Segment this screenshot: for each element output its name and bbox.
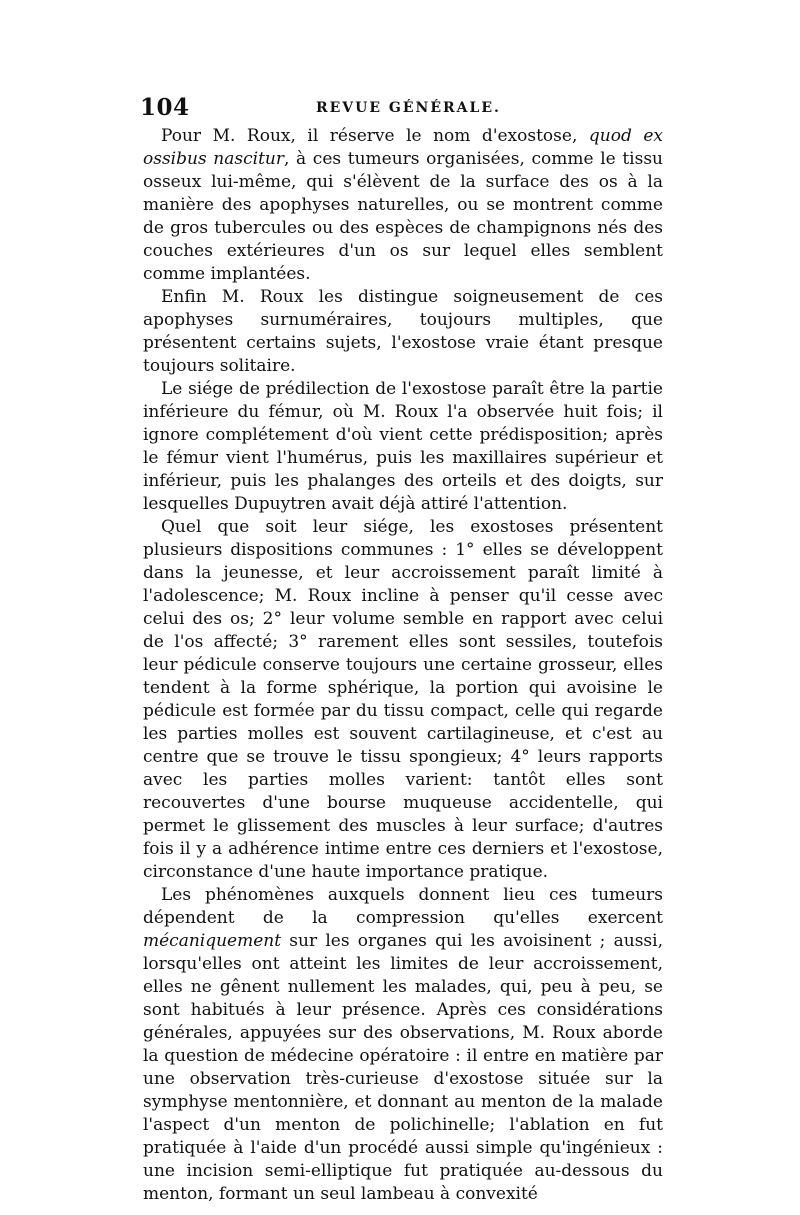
paragraph-5 [143, 884, 663, 1206]
paragraph-2: Enfin M. Roux les distingue soigneusement de ces apophyses surnuméraires, toujours multiples, que présentent certains sujets, l'exostose vraie étant presque toujours solitaire. [143, 287, 663, 376]
paragraph-5-text-a: Les phénomènes auxquels donnent lieu ces tumeurs dépendent de la compression qu'elles exercent [143, 885, 663, 928]
running-title: REVUE GÉNÉRALE. [316, 100, 501, 116]
paragraph-1-latin-phrase: quod ex ossibus nascitur [143, 126, 663, 169]
page-number: 104 [140, 94, 190, 121]
paragraph-1-text-b: , à ces tumeurs organisées, comme le tissu osseux lui-même, qui s'élèvent de la surface des os à la manière des apophyses naturelles, ou se montrent comme de gros tubercules ou des espèces de champignons nés des couches extérieures d'un os sur lequel elles semblent comme implantées. [143, 149, 663, 284]
paragraph-3: Le siége de prédilection de l'exostose paraît être la partie inférieure du fémur, où M. Roux l'a observée huit fois; il ignore complétement d'où vient cette prédisposition; après le fémur vient l'humérus, puis les maxillaires supérieur et inférieur, puis les phalanges des orteils et des doigts, sur lesquelles Dupuytren avait déjà attiré l'attention. [143, 379, 663, 514]
page-header [140, 94, 662, 126]
paragraph-1-text-a: Pour M. Roux, il réserve le nom d'exostose, [161, 126, 589, 146]
paragraph-1 [143, 125, 663, 286]
paragraph-4: Quel que soit leur siége, les exostoses présentent plusieurs dispositions communes : 1° elles se développent dans la jeunesse, et leur accroissement paraît limité à l'adolescence; M. Roux incline à penser qu'il cesse avec celui des os; 2° leur volume semble en rapport avec celui de l'os affecté; 3° rarement elles sont sessiles, toutefois leur pédicule conserve toujours une certaine grosseur, elles tendent à la forme sphérique, la portion qui avoisine le pédicule est formée par du tissu compact, celle qui regarde les parties molles est souvent cartilagineuse, et c'est au centre que se trouve le tissu spongieux; 4° leurs rapports avec les parties molles varient: tantôt elles sont recouvertes d'une bourse muqueuse accidentelle, qui permet le glissement des muscles à leur surface; d'autres fois il y a adhérence intime entre ces derniers et l'exostose, circonstance d'une haute importance pratique. [143, 517, 663, 882]
paragraph-5-emphasis: mécaniquement [143, 931, 282, 951]
paragraph-5-text-b: sur les organes qui les avoisinent ; aussi, lorsqu'elles ont atteint les limites de leur accroissement, elles ne gênent nullement les malades, qui, peu à peu, se sont habitués à leur présence. Après ces considérations générales, appuyées sur des observations, M. Roux aborde la question de médecine opératoire : il entre en matière par une observation très-curieuse d'exostose située sur la symphyse mentonnière, et donnant au menton de la malade l'aspect d'un menton de polichinelle; l'ablation en fut pratiquée à l'aide d'un procédé aussi simple qu'ingénieux : une incision semi-elliptique fut pratiquée au-dessous du menton, formant un seul lambeau à convexité [143, 931, 663, 1204]
body-text [143, 125, 663, 1206]
